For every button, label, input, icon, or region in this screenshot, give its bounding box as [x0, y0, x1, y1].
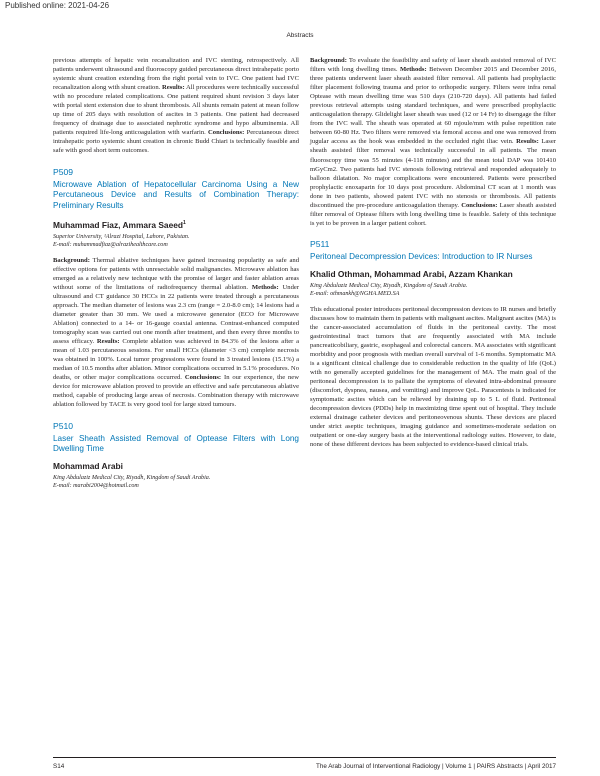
- abstract-id-p509: P509: [53, 166, 74, 177]
- author-superscript: 1: [183, 219, 186, 226]
- conclusions-text: Laser sheath assisted filter removal of Optease filters with long dwelling time is feasible. Safety of this technique is yet to be proven in a larger patient cohort.: [310, 201, 556, 227]
- continued-abstract: [53, 56, 299, 156]
- published-date: Published online: 2021-04-26: [5, 1, 110, 10]
- abstract-body-p511: This educational poster introduces peritoneal decompression devices to IR nurses and briefly discusses how to maintain them in patients with malignant ascites. Malignant ascites (MA) is the cancer-associated accumulation of fluids in the peritoneal cavity. The most gastrointestinal tract tumors that are frequently associated with MA include pancreaticobiliary, gastric, esophageal and colorectal cancers. MA associates with significant morbidity and poor prognosis with median overall survival of 1-6 months. Symptomatic MA is a significant clinical challenge due to considerable reduction in the quality of life (QoL) with no generally accepted guidelines for the management of MA. The main goal of the peritoneal decompression is to palliate the symptoms of elevated intra-abdominal pressure (discomfort, dyspnea, nausea, and vomiting) and improve QoL. Paracentesis is indicated for symptomatic ascites which can be relieved by draining up to 5 L of fluid. Peritoneal decompression devices (PDDs) help in maximizing time spent out of hospital. They include external drainage catheter devices and peritoneovenous shunts. These devices are placed under strict aseptic techniques, imaging guidance and sometimes-moderate sedation on outpatient or one-day surgery basis at the interventional radiology suites. However, to date, none of these different devices has been subjected to evidence-based clinical trials.: [310, 305, 556, 449]
- methods-text: Between December 2015 and December 2016, three patients underwent laser sheath assisted filter removal. All patients had prophylactic filter placement following trauma and prior to orthopedic surgery. Filters were infra renal Optease with mean dwelling time was 510 days (210-720 days). All patients had failed previous retrieval attempts using standard techniques, and were prescribed prophylactic anticoagulation therapy. Glidelight laser sheath was used (12 or 14 Fr) to disengage the filter from the IVC wall. The sheath was operated at 60 mjoule/mm with pulse repetition rate between 60-80 Hz. Two filters were removed via femoral access and one was removed from jugular access as the hook was embedded in the occluded right iliac vein.: [310, 66, 556, 146]
- journal-citation: The Arab Journal of Interventional Radiology | Volume 1 | PAIRS Abstracts | April 2017: [315, 763, 556, 770]
- affiliation-p511: King Abdulaziz Medical City, Riyadh, Kingdom of Saudi Arabia.: [310, 282, 468, 289]
- section-header: Abstracts: [286, 32, 314, 39]
- abstract-body-p510: [310, 56, 556, 228]
- continued-conclusions-text: Percutaneous direct intrahepatic porto systemic shunt creation in chronic Budd Chiari is technically feasible and safe with good short term outcomes.: [53, 129, 299, 155]
- right-column: [310, 56, 556, 449]
- abstract-id-p510: P510: [53, 420, 74, 431]
- abstract-title-p510: Laser Sheath Assisted Removal of Optease Filters with Long Dwelling Time: [53, 433, 299, 454]
- background-text: To evaluate the feasibility and safety of laser sheath assisted removal of IVC filters with long dwelling times.: [310, 57, 557, 74]
- left-column: [53, 56, 299, 490]
- methods-label: Methods:: [251, 283, 279, 291]
- abstract-title-p511: Peritoneal Decompression Devices: Introduction to IR Nurses: [310, 251, 533, 261]
- methods-label: Methods:: [399, 66, 427, 74]
- email-p509: E-mail: muhammadfiaz@alrazihealthcare.com: [53, 241, 168, 248]
- results-text: Complete ablation was achieved in 84.3% of the lesions after a mean of 1.03 percutaneous sessions. For small HCCs (diameter <3 cm) complete necrosis was obtained in 100%. Local tumor progressions were found in 3 treated lesions (15.1%) a median of 10.5 months after ablation. Minor complications occurred in 5.1% procedures. No deaths, or other major complications occurred.: [53, 338, 299, 382]
- continued-results-text: All procedures were technically successful with no procedure related complications. One patient required shunt revision 3 days later with portal stent extension due to shunt thrombosis. All shunts remain patent at mean follow up time of 205 days with resolution of ascites in 3 patients. One patient had decreased frequency of drainage due to associated nephrotic syndrome and hypo albuminemia. All patients required life-long anticoagulation with warfarin.: [53, 84, 299, 137]
- background-label: Background:: [53, 256, 90, 264]
- affiliation-p509: Superior University, ¹Alrazi Hospital, Lahore, Pakistan.: [53, 233, 190, 240]
- results-label: Results:: [96, 338, 120, 346]
- methods-text: Under ultrasound and CT guidance 30 HCCs in 22 patients were treated through a percutaneous approach. The median diameter of lesions was 2.3 cm (range = 2.0-8.0 cm); 14 lesions had a diameter greater than 30 mm. We used a microwave generator (ECO for Microwave Ablation) connected to a 14- or 16-gauge coaxial antenna. Contrast-enhanced computed tomography scan was carried out one month after treatment, and then every three months to assess efficacy.: [53, 283, 300, 346]
- email-p510: E-mail: marabi2004@hotmail.com: [53, 483, 139, 490]
- results-text: Laser sheath assisted filter removal was technically successful in all patients. The mean fluoroscopy time was 55 minutes (4-118 minutes) and the mean total DAP was 101410 mGyCm2. Two patients had IVC stenosis following retrieval and responded adequately to balloon dilatation. No major complications were encountered. Patients were prescribed prophylactic enoxaparin for 10 days post procedure. Abdominal CT scan at 1 month was done in two patients, showed patent IVC with no stenosis or thrombosis. All patients discontinued the pre-procedure anticoagulation therapy.: [310, 138, 556, 209]
- abstract-title-p509: Microwave Ablation of Hepatocellular Carcinoma Using a New Percutaneous Device and Results of Combination Therapy: Preliminary Results: [53, 179, 299, 211]
- conclusions-label: Conclusions:: [184, 374, 222, 382]
- conclusions-text: In our experience, the new device for microwave ablation proved to provide an effective and safe percutaneous ablative method, capable of producing large areas of necrosis. Combination therapy with microwave ablation followed by TACE is very good tool for large sized tumours.: [53, 374, 299, 409]
- conclusions-label: Conclusions:: [461, 201, 498, 209]
- results-label: Results:: [516, 138, 539, 146]
- email-p511: E-mail: othmankh@NGHA.MED.SA: [310, 290, 400, 297]
- background-label: Background:: [310, 57, 347, 64]
- author-names: Muhammad Fiaz, Ammara Saeed: [53, 219, 184, 230]
- authors-p510: Mohammad Arabi: [53, 461, 123, 472]
- page-footer: [53, 757, 556, 770]
- page-number: S14: [53, 763, 65, 770]
- abstract-body-p509: [53, 256, 299, 410]
- conclusions-label: Conclusions:: [208, 129, 245, 137]
- authors-p509: [53, 218, 299, 231]
- results-label: Results:: [161, 84, 185, 92]
- continued-methods-text: previous attempts of hepatic vein recanalization and IVC stenting, retrospectively. All patients underwent ultrasound and fluoroscopy guided percutaneous direct intrahepatic porto systemic shunt creation extending from the right portal vein to IVC. One patient had IVC recanalization along with shunt creation.: [53, 57, 299, 92]
- background-text: Thermal ablative techniques have gained increasing popularity as safe and effective options for patients with unresectable solid malignancies. Microwave ablation has emerged as a relatively new technique with the promise of larger and faster ablation areas without some of the limitations of radiofrequency thermal ablation.: [53, 256, 300, 291]
- affiliation-p510: King Abdulaziz Medical City, Riyadh, Kingdom of Saudi Arabia.: [53, 475, 211, 482]
- abstract-id-p511: P511: [310, 238, 330, 249]
- authors-p511: Khalid Othman, Mohammad Arabi, Azzam Khankan: [310, 268, 513, 279]
